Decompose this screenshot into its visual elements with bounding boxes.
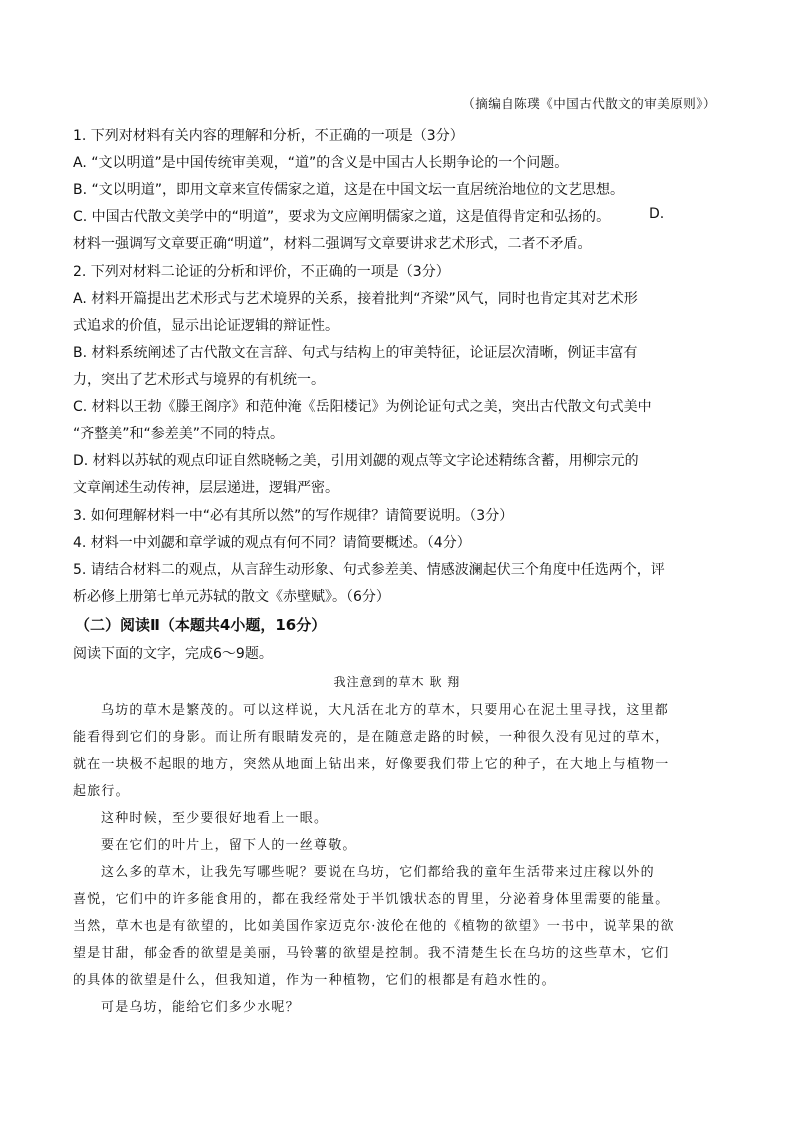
essay-line: 乌坊的草木是繁茂的。可以这样说，大凡活在北方的草木，只要用心在泥土里寻找，这里都 bbox=[101, 703, 670, 718]
section-heading: （二）阅读Ⅱ（本题共4小题，16分） bbox=[75, 616, 327, 634]
question-2-option-d-line-2: 文章阐述生动传神，层层递进，逻辑严密。 bbox=[73, 480, 339, 496]
question-2-option-c-line-2: “齐整美”和“参差美”不同的特点。 bbox=[73, 426, 285, 442]
question-1-option-d-label: D. bbox=[649, 206, 665, 222]
question-2-option-a-line-1: A. 材料开篇提出艺术形式与艺术境界的关系，接着批判“齐梁”风气，同时也肯定其对艺术形 bbox=[73, 291, 638, 307]
question-5-line-1: 5. 请结合材料二的观点，从言辞生动形象、句式参差美、情感波澜起伏三个角度中任选两个，评 bbox=[73, 562, 665, 578]
essay-line: 当然，草木也是有欲望的，比如美国作家迈克尔·波伦在他的《植物的欲望》一书中，说苹果的欲 bbox=[73, 919, 675, 934]
section-instruction: 阅读下面的文字，完成6～9题。 bbox=[73, 646, 273, 662]
question-4: 4. 材料一中刘勰和章学诚的观点有何不同？请简要概述。（4分） bbox=[73, 535, 471, 551]
question-2-option-c-line-1: C. 材料以王勃《滕王阁序》和范仲淹《岳阳楼记》为例论证句式之美，突出古代散文句式美中 bbox=[73, 399, 652, 415]
question-1-option-b: B. “文以明道”，即用文章来宣传儒家之道，这是在中国文坛一直居统治地位的文艺思想。 bbox=[73, 182, 625, 198]
essay-line: 的具体的欲望是什么，但我知道，作为一种植物，它们的根都是有趋水性的。 bbox=[73, 973, 556, 988]
question-1-stem: 1. 下列对材料有关内容的理解和分析，不正确的一项是（3分） bbox=[73, 128, 464, 144]
question-2-option-d-line-1: D. 材料以苏轼的观点印证自然晓畅之美，引用刘勰的观点等文字论述精练含蓄，用柳宗元的 bbox=[73, 453, 639, 469]
essay-line: 就在一块极不起眼的地方，突然从地面上钻出来，好像要我们带上它的种子，在大地上与植物一 bbox=[73, 757, 670, 772]
essay-line: 要在它们的叶片上，留下人的一丝尊敬。 bbox=[101, 838, 357, 853]
essay-line: 这种时候，至少要很好地看上一眼。 bbox=[101, 811, 329, 826]
essay-line: 这么多的草木，让我先写哪些呢？要说在乌坊，它们都给我的童年生活带来过庄稼以外的 bbox=[101, 865, 655, 880]
essay-line: 喜悦，它们中的许多能食用的，都在我经常处于半饥饿状态的胃里，分泌着身体里需要的能量。 bbox=[73, 892, 670, 907]
essay-line: 能看得到它们的身影。而让所有眼睛发亮的，是在随意走路的时候，一种很久没有见过的草木， bbox=[73, 730, 670, 745]
question-2-option-a-line-2: 式追求的价值，显示出论证逻辑的辩证性。 bbox=[73, 318, 339, 334]
essay-line: 可是乌坊，能给它们多少水呢？ bbox=[101, 1000, 300, 1015]
question-2-stem: 2. 下列对材料二论证的分析和评价，不正确的一项是（3分） bbox=[73, 264, 450, 280]
question-2-option-b-line-1: B. 材料系统阐述了古代散文在言辞、句式与结构上的审美特征，论证层次清晰，例证丰富有 bbox=[73, 345, 638, 361]
source-citation: （摘编自陈璞《中国古代散文的审美原则》） bbox=[462, 96, 716, 111]
question-1-option-a: A. “文以明道”是中国传统审美观，“道”的含义是中国古人长期争论的一个问题。 bbox=[73, 155, 569, 171]
question-3: 3. 如何理解材料一中“必有其所以然”的写作规律？请简要说明。（3分） bbox=[73, 508, 514, 524]
question-1-option-d: 材料一强调写文章要正确“明道”，材料二强调写文章要讲求艺术形式，二者不矛盾。 bbox=[73, 236, 592, 252]
question-2-option-b-line-2: 力，突出了艺术形式与境界的有机统一。 bbox=[73, 372, 325, 388]
essay-title: 我注意到的草木 耿 翔 bbox=[333, 675, 461, 689]
essay-line: 望是甘甜，郁金香的欲望是美丽，马铃薯的欲望是控制。我不清楚生长在乌坊的这些草木，它们 bbox=[73, 946, 670, 961]
essay-line: 起旅行。 bbox=[73, 784, 130, 799]
question-1-option-c: C. 中国古代散文美学中的“明道”，要求为文应阐明儒家之道，这是值得肯定和弘扬的。 bbox=[73, 209, 611, 225]
question-5-line-2: 析必修上册第七单元苏轼的散文《赤壁赋》。（6分） bbox=[73, 589, 390, 605]
